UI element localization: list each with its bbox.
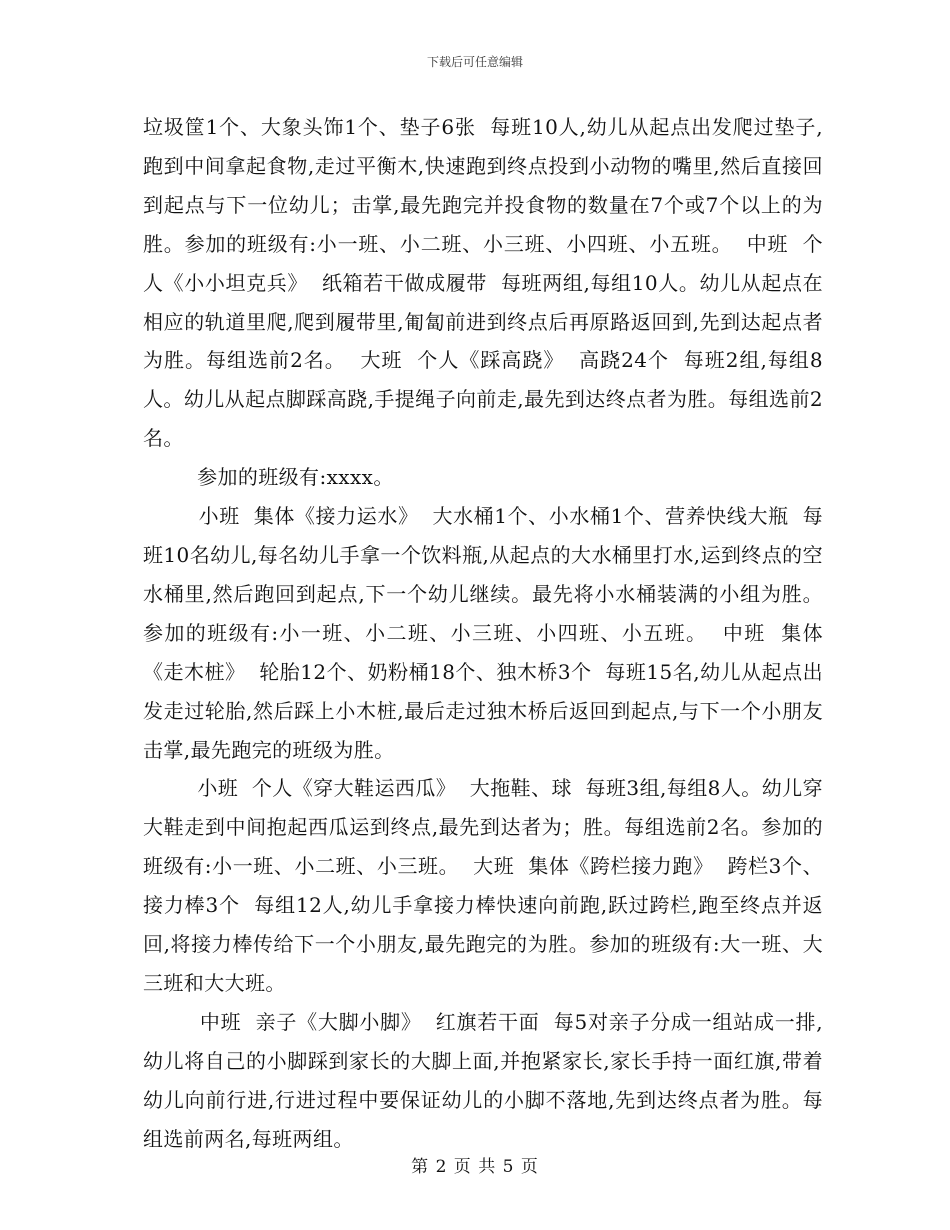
paragraph-5: 中班 亲子《大脚小脚》 红旗若干面 每5对亲子分成一组站成一排,幼儿将自己的小脚踩到家长的大脚上面,并抱紧家长,家长手持一面红旗,带着幼儿向前行进,行进过程中要保证幼儿的小脚不落地,先到达终点者为胜。每组选前两名,每班两组。 <box>143 1009 824 1151</box>
page-header: 下载后可任意编辑 <box>426 55 523 69</box>
paragraph-4: 小班 个人《穿大鞋运西瓜》 大拖鞋、球 每班3组,每组8人。幼儿穿大鞋走到中间抱起西瓜运到终点,最先到达者为；胜。每组选前2名。参加的班级有:小一班、小二班、小三班。 大班 集体《跨栏接力跑》 跨栏3个、接力棒3个 每组12人,幼儿手拿接力棒快速向前跑,跃过跨栏,跑至终点并返回,将接力棒传给下一个小朋友,最先跑完的为胜。参加的班级有:大一班、大三班和大大班。 <box>143 776 823 995</box>
paragraph-2: 参加的班级有:xxxx。 <box>143 465 394 490</box>
paragraph-3: 小班 集体《接力运水》 大水桶1个、小水桶1个、营养快线大瓶 每班10名幼儿,每名幼儿手拿一个饮料瓶,从起点的大水桶里打水,运到终点的空水桶里,然后跑回到起点,下一个幼儿继续。最先将小水桶装满的小组为胜。参加的班级有:小一班、小二班、小三班、小四班、小五班。 中班 集体《走木桩》 轮胎12个、奶粉桶18个、独木桥3个 每班15名,幼儿从起点出发走过轮胎,然后踩上小木桩,最后走过独木桥后返回到起点,与下一个小朋友击掌,最先跑完的班级为胜。 <box>143 504 824 762</box>
page-footer: 第 2 页 共 5 页 <box>411 1157 539 1177</box>
paragraph-1: 垃圾筐1个、大象头饰1个、垫子6张 每班10人,幼儿从起点出发爬过垫子,跑到中间拿起食物,走过平衡木,快速跑到终点投到小动物的嘴里,然后直接回到起点与下一位幼儿；击掌,最先跑完并投食物的数量在7个或7个以上的为胜。参加的班级有:小一班、小二班、小三班、小四班、小五班。 中班 个人《小小坦克兵》 纸箱若干做成履带 每班两组,每组10人。幼儿从起点在相应的轨道里爬,爬到履带里,匍匐前进到终点后再原路返回到,先到达起点者为胜。每组选前2名。 大班 个人《踩高跷》 高跷24个 每班2组,每组8人。幼儿从起点脚踩高跷,手提绳子向前走,最先到达终点者为胜。每组选前2名。 <box>143 115 823 451</box>
document-body <box>143 108 823 1158</box>
